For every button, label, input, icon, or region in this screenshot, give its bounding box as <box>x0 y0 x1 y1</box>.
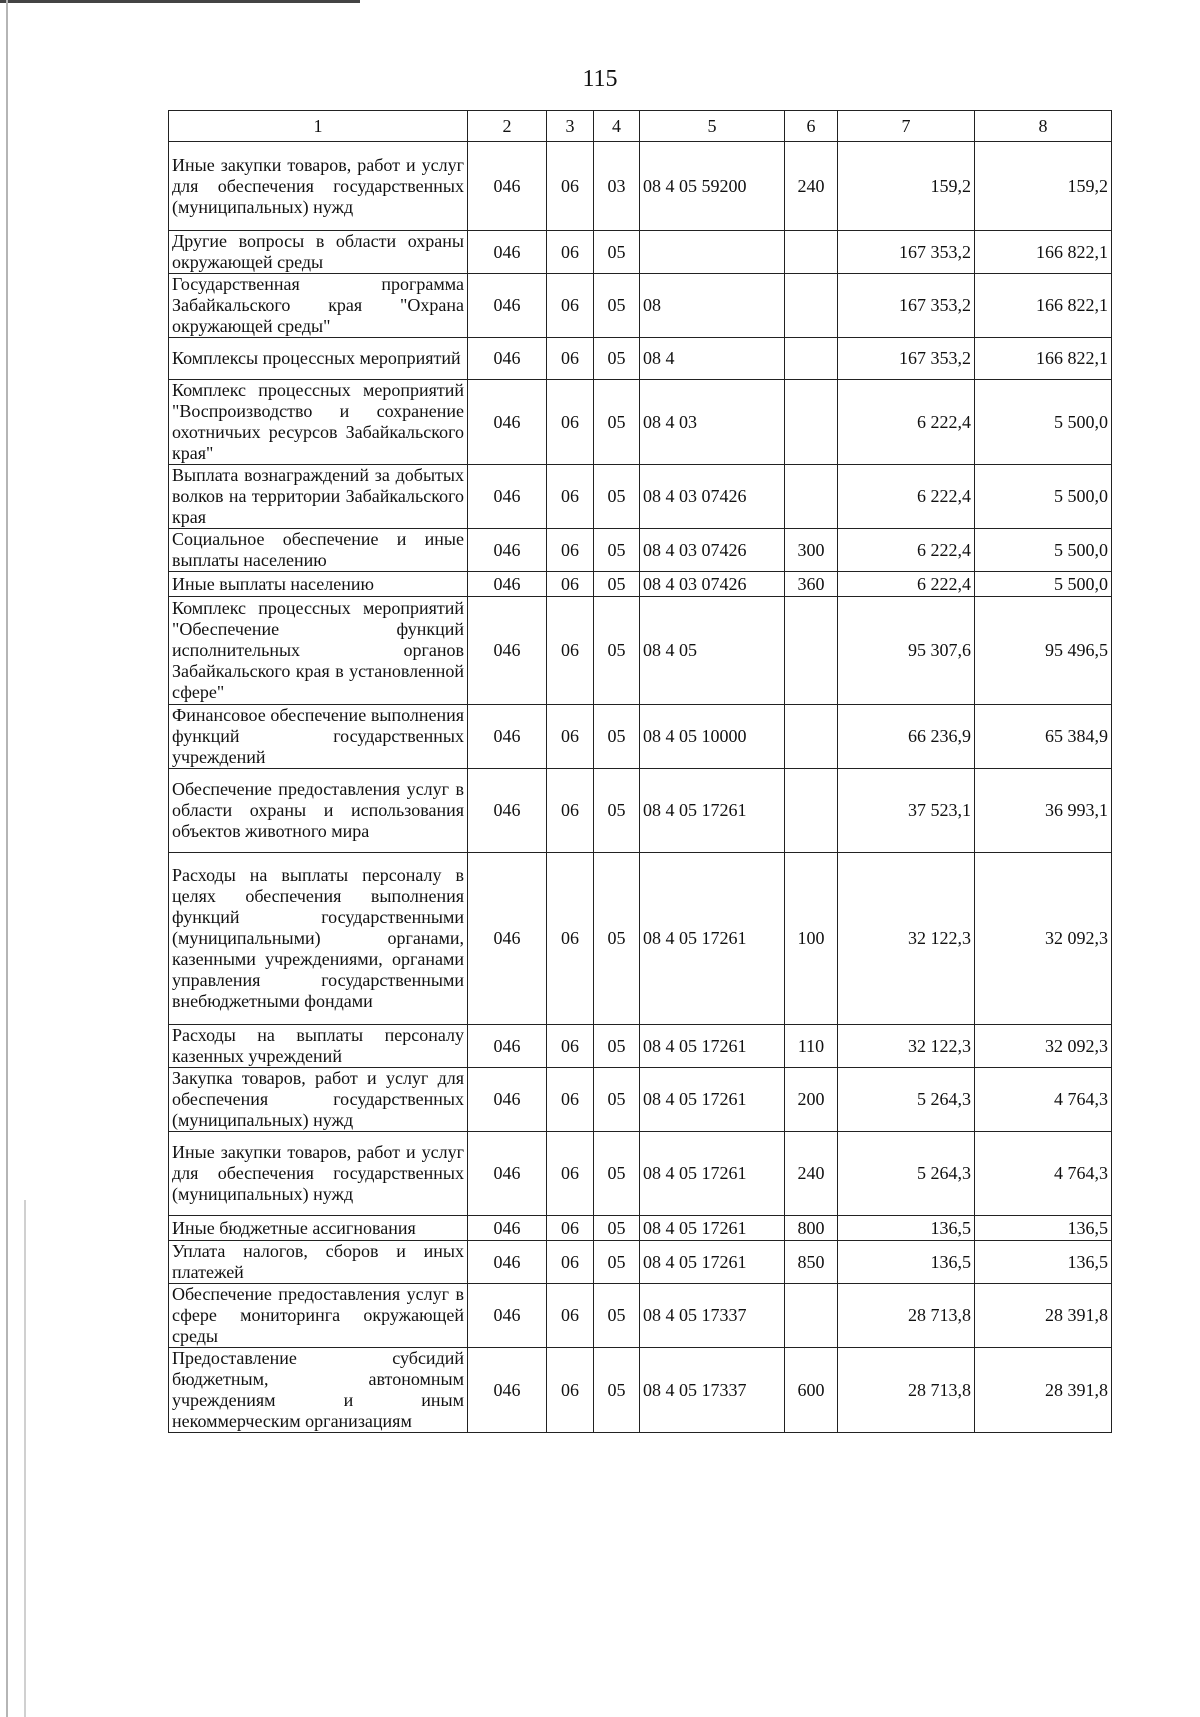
row-expense-type-cell: 850 <box>785 1241 838 1284</box>
row-amount-year2-cell: 136,5 <box>975 1216 1112 1241</box>
row-code-cell: 046 <box>468 1348 547 1433</box>
row-expense-type-cell <box>785 274 838 338</box>
table-row <box>169 1068 1112 1132</box>
row-subsection-cell: 05 <box>594 380 640 465</box>
row-amount-year1-cell: 6 222,4 <box>838 380 975 465</box>
row-amount-year2-cell: 166 822,1 <box>975 274 1112 338</box>
row-amount-year1-cell: 95 307,6 <box>838 597 975 705</box>
row-amount-year2-cell: 136,5 <box>975 1241 1112 1284</box>
row-name-cell: Государственная программа Забайкальского края "Охрана окружающей среды" <box>169 274 468 338</box>
row-section-cell: 06 <box>547 1068 594 1132</box>
row-expense-type-cell: 240 <box>785 142 838 231</box>
column-header-4: 4 <box>594 111 640 142</box>
row-target-article-cell: 08 4 05 17337 <box>640 1284 785 1348</box>
row-amount-year1-cell: 66 236,9 <box>838 705 975 769</box>
row-code-cell: 046 <box>468 853 547 1025</box>
row-subsection-cell: 05 <box>594 1241 640 1284</box>
table-row <box>169 597 1112 705</box>
row-amount-year1-cell: 28 713,8 <box>838 1284 975 1348</box>
row-target-article-cell: 08 4 <box>640 338 785 380</box>
row-amount-year2-cell: 32 092,3 <box>975 1025 1112 1068</box>
row-target-article-cell: 08 4 05 17261 <box>640 853 785 1025</box>
row-amount-year1-cell: 136,5 <box>838 1241 975 1284</box>
table-row <box>169 338 1112 380</box>
row-section-cell: 06 <box>547 1025 594 1068</box>
row-amount-year2-cell: 65 384,9 <box>975 705 1112 769</box>
row-subsection-cell: 05 <box>594 465 640 529</box>
row-code-cell: 046 <box>468 465 547 529</box>
row-name-cell: Иные закупки товаров, работ и услуг для обеспечения государственных (муниципальных) нужд <box>169 142 468 231</box>
row-name-cell: Иные выплаты населению <box>169 572 468 597</box>
column-header-6: 6 <box>785 111 838 142</box>
row-amount-year1-cell: 5 264,3 <box>838 1132 975 1216</box>
row-expense-type-cell <box>785 1284 838 1348</box>
row-subsection-cell: 05 <box>594 1068 640 1132</box>
row-name-cell: Другие вопросы в области охраны окружающей среды <box>169 231 468 274</box>
row-target-article-cell: 08 4 05 <box>640 597 785 705</box>
row-section-cell: 06 <box>547 1216 594 1241</box>
row-subsection-cell: 05 <box>594 338 640 380</box>
row-section-cell: 06 <box>547 1132 594 1216</box>
row-expense-type-cell: 110 <box>785 1025 838 1068</box>
row-code-cell: 046 <box>468 1241 547 1284</box>
scan-left-edge <box>6 0 8 1717</box>
row-subsection-cell: 05 <box>594 1216 640 1241</box>
row-expense-type-cell <box>785 338 838 380</box>
table-row <box>169 1216 1112 1241</box>
table-row <box>169 142 1112 231</box>
row-amount-year1-cell: 159,2 <box>838 142 975 231</box>
row-section-cell: 06 <box>547 769 594 853</box>
row-name-cell: Социальное обеспечение и иные выплаты населению <box>169 529 468 572</box>
row-section-cell: 06 <box>547 853 594 1025</box>
row-amount-year2-cell: 5 500,0 <box>975 572 1112 597</box>
row-code-cell: 046 <box>468 380 547 465</box>
row-section-cell: 06 <box>547 465 594 529</box>
row-name-cell: Финансовое обеспечение выполнения функций государственных учреждений <box>169 705 468 769</box>
row-expense-type-cell: 200 <box>785 1068 838 1132</box>
row-section-cell: 06 <box>547 1284 594 1348</box>
row-amount-year2-cell: 28 391,8 <box>975 1348 1112 1433</box>
row-name-cell: Предоставление субсидий бюджетным, автономным учреждениям и иным некоммерческим организациям <box>169 1348 468 1433</box>
row-code-cell: 046 <box>468 1216 547 1241</box>
row-subsection-cell: 05 <box>594 853 640 1025</box>
row-target-article-cell: 08 4 05 17261 <box>640 1025 785 1068</box>
row-expense-type-cell <box>785 597 838 705</box>
row-amount-year2-cell: 166 822,1 <box>975 338 1112 380</box>
row-section-cell: 06 <box>547 572 594 597</box>
row-subsection-cell: 05 <box>594 1348 640 1433</box>
row-amount-year1-cell: 167 353,2 <box>838 338 975 380</box>
row-expense-type-cell <box>785 465 838 529</box>
row-amount-year2-cell: 95 496,5 <box>975 597 1112 705</box>
row-code-cell: 046 <box>468 572 547 597</box>
row-amount-year1-cell: 136,5 <box>838 1216 975 1241</box>
row-amount-year2-cell: 5 500,0 <box>975 529 1112 572</box>
row-section-cell: 06 <box>547 1348 594 1433</box>
row-amount-year1-cell: 6 222,4 <box>838 572 975 597</box>
row-target-article-cell: 08 4 05 17261 <box>640 1216 785 1241</box>
column-header-7: 7 <box>838 111 975 142</box>
row-amount-year1-cell: 167 353,2 <box>838 231 975 274</box>
row-name-cell: Комплекс процессных мероприятий "Воспроизводство и сохранение охотничьих ресурсов Забайкальского края" <box>169 380 468 465</box>
row-subsection-cell: 05 <box>594 769 640 853</box>
row-name-cell: Комплексы процессных мероприятий <box>169 338 468 380</box>
row-target-article-cell: 08 4 05 17261 <box>640 1241 785 1284</box>
row-name-cell: Иные закупки товаров, работ и услуг для обеспечения государственных (муниципальных) нужд <box>169 1132 468 1216</box>
row-amount-year1-cell: 6 222,4 <box>838 529 975 572</box>
row-target-article-cell: 08 4 05 17261 <box>640 1068 785 1132</box>
table-row <box>169 1348 1112 1433</box>
row-name-cell: Обеспечение предоставления услуг в сфере мониторинга окружающей среды <box>169 1284 468 1348</box>
row-expense-type-cell: 360 <box>785 572 838 597</box>
row-subsection-cell: 03 <box>594 142 640 231</box>
column-header-3: 3 <box>547 111 594 142</box>
row-amount-year1-cell: 32 122,3 <box>838 1025 975 1068</box>
row-subsection-cell: 05 <box>594 231 640 274</box>
row-code-cell: 046 <box>468 231 547 274</box>
row-name-cell: Расходы на выплаты персоналу казенных учреждений <box>169 1025 468 1068</box>
row-subsection-cell: 05 <box>594 1132 640 1216</box>
row-subsection-cell: 05 <box>594 274 640 338</box>
row-amount-year2-cell: 32 092,3 <box>975 853 1112 1025</box>
row-amount-year2-cell: 159,2 <box>975 142 1112 231</box>
row-target-article-cell: 08 4 05 59200 <box>640 142 785 231</box>
row-name-cell: Расходы на выплаты персоналу в целях обеспечения выполнения функций государственными (муниципальными) органами, казенными учреждениями, органами управления государственными внебюджетными фондами <box>169 853 468 1025</box>
row-section-cell: 06 <box>547 142 594 231</box>
column-header-8: 8 <box>975 111 1112 142</box>
row-subsection-cell: 05 <box>594 1025 640 1068</box>
row-expense-type-cell <box>785 380 838 465</box>
row-name-cell: Закупка товаров, работ и услуг для обеспечения государственных (муниципальных) нужд <box>169 1068 468 1132</box>
row-expense-type-cell <box>785 231 838 274</box>
page-number: 115 <box>582 66 618 92</box>
row-target-article-cell: 08 4 03 07426 <box>640 572 785 597</box>
row-code-cell: 046 <box>468 338 547 380</box>
row-amount-year2-cell: 166 822,1 <box>975 231 1112 274</box>
row-section-cell: 06 <box>547 380 594 465</box>
row-name-cell: Иные бюджетные ассигнования <box>169 1216 468 1241</box>
row-target-article-cell: 08 4 05 17337 <box>640 1348 785 1433</box>
row-target-article-cell: 08 4 05 10000 <box>640 705 785 769</box>
row-amount-year2-cell: 28 391,8 <box>975 1284 1112 1348</box>
column-header-5: 5 <box>640 111 785 142</box>
row-amount-year2-cell: 36 993,1 <box>975 769 1112 853</box>
row-subsection-cell: 05 <box>594 1284 640 1348</box>
scan-left-edge-secondary <box>24 1200 26 1717</box>
row-name-cell: Обеспечение предоставления услуг в области охраны и использования объектов животного мира <box>169 769 468 853</box>
row-amount-year1-cell: 37 523,1 <box>838 769 975 853</box>
table-row <box>169 529 1112 572</box>
row-target-article-cell: 08 4 03 <box>640 380 785 465</box>
table-row <box>169 274 1112 338</box>
row-expense-type-cell: 240 <box>785 1132 838 1216</box>
table-row <box>169 465 1112 529</box>
row-amount-year1-cell: 167 353,2 <box>838 274 975 338</box>
row-code-cell: 046 <box>468 529 547 572</box>
row-code-cell: 046 <box>468 1132 547 1216</box>
row-subsection-cell: 05 <box>594 529 640 572</box>
row-expense-type-cell: 800 <box>785 1216 838 1241</box>
row-code-cell: 046 <box>468 1025 547 1068</box>
row-code-cell: 046 <box>468 142 547 231</box>
row-target-article-cell: 08 4 05 17261 <box>640 1132 785 1216</box>
row-code-cell: 046 <box>468 705 547 769</box>
table-row <box>169 380 1112 465</box>
row-code-cell: 046 <box>468 769 547 853</box>
row-subsection-cell: 05 <box>594 597 640 705</box>
table-row <box>169 1025 1112 1068</box>
row-target-article-cell <box>640 231 785 274</box>
row-name-cell: Выплата вознаграждений за добытых волков на территории Забайкальского края <box>169 465 468 529</box>
row-amount-year2-cell: 5 500,0 <box>975 465 1112 529</box>
table-row <box>169 1241 1112 1284</box>
row-section-cell: 06 <box>547 597 594 705</box>
row-target-article-cell: 08 4 05 17261 <box>640 769 785 853</box>
row-expense-type-cell: 600 <box>785 1348 838 1433</box>
row-target-article-cell: 08 <box>640 274 785 338</box>
row-target-article-cell: 08 4 03 07426 <box>640 529 785 572</box>
scan-top-line <box>0 0 360 3</box>
row-section-cell: 06 <box>547 338 594 380</box>
row-section-cell: 06 <box>547 274 594 338</box>
row-name-cell: Комплекс процессных мероприятий "Обеспечение функций исполнительных органов Забайкальского края в установленной сфере" <box>169 597 468 705</box>
table-row <box>169 572 1112 597</box>
row-section-cell: 06 <box>547 705 594 769</box>
table-row <box>169 853 1112 1025</box>
table-header-row <box>169 111 1112 142</box>
column-header-2: 2 <box>468 111 547 142</box>
row-amount-year1-cell: 28 713,8 <box>838 1348 975 1433</box>
table-body <box>169 142 1112 1433</box>
row-code-cell: 046 <box>468 1284 547 1348</box>
table-row <box>169 705 1112 769</box>
column-header-1: 1 <box>169 111 468 142</box>
row-code-cell: 046 <box>468 1068 547 1132</box>
table-row <box>169 769 1112 853</box>
row-code-cell: 046 <box>468 274 547 338</box>
row-target-article-cell: 08 4 03 07426 <box>640 465 785 529</box>
row-expense-type-cell: 300 <box>785 529 838 572</box>
row-section-cell: 06 <box>547 529 594 572</box>
table-row <box>169 231 1112 274</box>
row-expense-type-cell <box>785 705 838 769</box>
table-row <box>169 1284 1112 1348</box>
table-row <box>169 1132 1112 1216</box>
row-subsection-cell: 05 <box>594 705 640 769</box>
row-amount-year1-cell: 5 264,3 <box>838 1068 975 1132</box>
row-subsection-cell: 05 <box>594 572 640 597</box>
row-code-cell: 046 <box>468 597 547 705</box>
row-name-cell: Уплата налогов, сборов и иных платежей <box>169 1241 468 1284</box>
row-expense-type-cell: 100 <box>785 853 838 1025</box>
row-amount-year2-cell: 4 764,3 <box>975 1068 1112 1132</box>
row-amount-year2-cell: 5 500,0 <box>975 380 1112 465</box>
row-section-cell: 06 <box>547 1241 594 1284</box>
row-expense-type-cell <box>785 769 838 853</box>
row-amount-year2-cell: 4 764,3 <box>975 1132 1112 1216</box>
row-section-cell: 06 <box>547 231 594 274</box>
row-amount-year1-cell: 6 222,4 <box>838 465 975 529</box>
row-amount-year1-cell: 32 122,3 <box>838 853 975 1025</box>
budget-table <box>168 110 1112 1433</box>
